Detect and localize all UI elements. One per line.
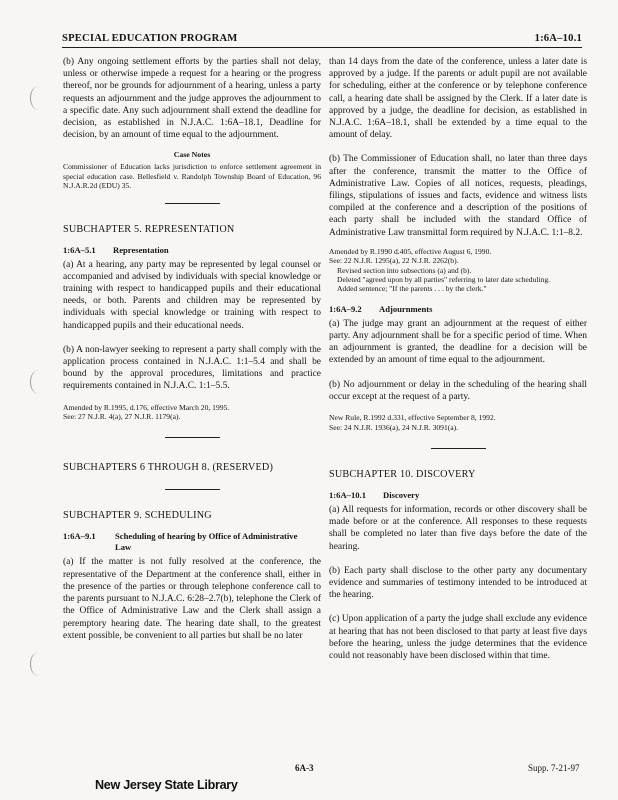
section-number: 1:6A–9.2 (329, 303, 362, 314)
header-rule (62, 47, 582, 48)
section-title: Adjournments (379, 303, 433, 314)
page-number: 6A-3 (295, 763, 314, 773)
punch-hole-mark (30, 652, 47, 676)
subchapter-heading: SUBCHAPTER 9. SCHEDULING (63, 510, 212, 522)
punch-hole-mark (30, 370, 47, 394)
section-heading (329, 490, 587, 501)
section-title: Discovery (383, 489, 420, 500)
paragraph: (b) The Commissioner of Education shall, no later than three days after the conference, transmit the matter to the Office of Administrative Law. Copies of all notices, requests, pleadings, filings, stipulations of issues and facts, evidence and witness lists compiled at the conference and a description of the positions of each party shall be included with the standard Office of Administrative Law transmittal form required by N.J.A.C. 1:1–8.2. (329, 154, 587, 238)
paragraph: than 14 days from the date of the conference, unless a later date is approved by a judge. If the parents or adult pupil are not available for scheduling, either at the conference or by telephone conference call, a hearing date shall be assigned by the Clerk. If a later date is approved by a judge, the deadline for decision, as established in N.J.A.C. 1:6A–18.1, shall be extended by a time equal to the amount of delay. (329, 57, 587, 141)
subchapter-heading: SUBCHAPTER 5. REPRESENTATION (63, 223, 235, 235)
right-column (329, 56, 587, 662)
section-number: 1:6A–5.1 (63, 244, 96, 255)
paragraph: (a) The judge may grant an adjournment at the request of either party. Any adjournment shall be for a specific period of time. When an adjournment is granted, the deadline for a decision will be extended by an amount of time equal to the adjournment. (329, 318, 587, 366)
section-heading (63, 531, 321, 553)
section-title: Representation (113, 244, 169, 255)
amendment-note: New Rule, R.1992 d.331, effective September 8, 1992. See: 24 N.J.R. 1936(a), 24 N.J.R. 3091(a). (329, 413, 496, 432)
paragraph: (c) Upon application of a party the judge shall exclude any evidence at hearing that has not been disclosed to that party at least five days before the hearing, unless the judge determines that the evidence could not reasonably have been disclosed within that time. (329, 614, 587, 661)
section-title: Scheduling of hearing by Office of Administrative (115, 531, 298, 542)
library-stamp: New Jersey State Library (95, 778, 238, 792)
amendment-note: Amended by R.1995, d.176, effective March 20, 1995. See: 27 N.J.R. 4(a), 27 N.J.R. 1179(a). (63, 402, 230, 422)
section-heading (329, 304, 587, 315)
amendment-note: Amended by R.1990 d.405, effective August 6, 1990. See: 22 N.J.R. 1295(a), 22 N.J.R. 2262(b). Revised section into subsections (a) and (b). Deleted "agreed upon by all parties" referring to later date scheduling. Added sentence; "If the parents . . . by the clerk." (329, 246, 551, 294)
subchapter-heading: SUBCHAPTER 10. DISCOVERY (329, 468, 476, 480)
paragraph: (b) Each party shall disclose to the other party any documentary evidence and summaries of testimony intended to be introduced at the hearing. (329, 565, 587, 601)
punch-hole-mark (30, 86, 47, 110)
left-column (63, 56, 321, 642)
subchapter-heading: SUBCHAPTERS 6 THROUGH 8. (RESERVED) (63, 462, 274, 474)
case-notes-text: Commissioner of Education lacks jurisdiction to enforce settlement agreement in special education case. Bellesfield v. Randolph Township Board of Education, 96 N.J.A.R.2d (EDU) 35. (63, 162, 321, 191)
section-title-continued: Law (115, 542, 132, 553)
header-section-number: 1:6A–10.1 (534, 33, 582, 44)
paragraph: (a) At a hearing, any party may be represented by legal counsel or accompanied and advised by individuals with special knowledge or training with respect to handicapped pupils and their educational needs, or both. Parents and children may be represented by individuals with special knowledge or training with respect to handicapped pupils and their educational needs. (63, 259, 321, 331)
section-number: 1:6A–9.1 (63, 531, 96, 542)
paragraph: (b) No adjournment or delay in the scheduling of the hearing shall occur except at the request of a party. (329, 379, 587, 402)
paragraph: (a) If the matter is not fully resolved at the conference, the representative of the Department at the conference shall, either in the presence of the parties or through telephone conference call to the parents pursuant to N.J.A.C. 6:28–2.7(b), telephone the Clerk of the Office of Administrative Law and the Clerk shall assign a peremptory hearing date. The hearing date shall, to the greatest extent possible, be convenient to all parties but shall be no later (63, 557, 321, 641)
section-number: 1:6A–10.1 (329, 489, 366, 500)
paragraph: (a) All requests for information, records or other discovery shall be made before or at the conference. All responses to these requests shall be completed no later than five days before the date of the hearing. (329, 504, 587, 552)
case-notes-heading: Case Notes (173, 150, 211, 160)
supplement-date: Supp. 7-21-97 (528, 763, 580, 773)
section-heading (63, 245, 321, 256)
header-title: SPECIAL EDUCATION PROGRAM (62, 33, 238, 44)
paragraph: (b) A non-lawyer seeking to represent a party shall comply with the application process contained in N.J.A.C. 1:1–5.4 and shall be bound by the approval procedures, limitations and practice requirements contained in N.J.A.C. 1:1–5.5. (63, 344, 321, 392)
paragraph: (b) Any ongoing settlement efforts by the parties shall not delay, unless or otherwise impede a request for a hearing or the progress thereof, nor be grounds for adjournment of a hearing, unless a party requests an adjournment and the judge approves the adjournment to a specific date. Any such adjournment shall extend the deadline for decision, as established in N.J.A.C. 1:6A–18.1, Deadline for decision, by an amount of time equal to the adjournment. (63, 57, 321, 141)
